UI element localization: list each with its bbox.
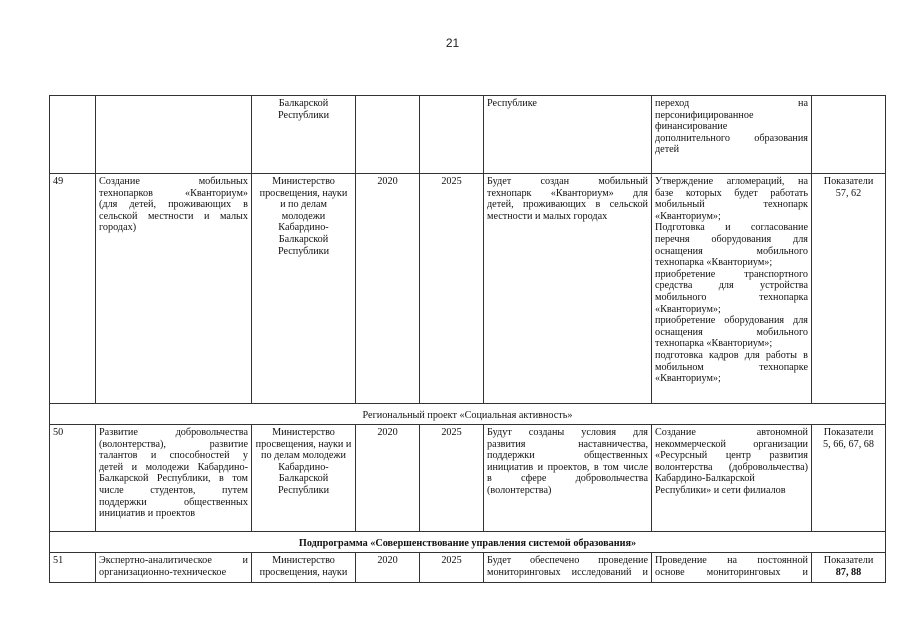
result-cell: Будет обеспечено проведение мониторинговых исследований и	[484, 553, 652, 583]
num-cell: 50	[50, 425, 96, 532]
start-year-cell: 2020	[356, 553, 420, 583]
end-year-cell: 2025	[420, 425, 484, 532]
start-year-cell: 2020	[356, 174, 420, 404]
program-table	[49, 95, 886, 583]
end-year-cell: 2025	[420, 174, 484, 404]
table-row	[50, 174, 886, 404]
indicators-cell: Показатели 57, 62	[812, 174, 886, 404]
event-cell: Развитие добровольчества (волонтерства), развитие талантов и способностей у детей и молодежи Кабардино- Балкарской Республики, в том числе студентов, путем поддержки общественных инициатив и проектов	[96, 425, 252, 532]
executor-cell: Министерство просвещения, науки и по делам молодежи Кабардино- Балкарской Республики	[252, 174, 356, 404]
indicators-cell: Показатели 87, 88	[812, 553, 886, 583]
num-cell: 49	[50, 174, 96, 404]
page-number: 21	[445, 36, 460, 50]
result-cell: Будет создан мобильный технопарк «Кванториум» для детей, проживающих в сельской местности и малых городах	[484, 174, 652, 404]
start-year-cell	[356, 96, 420, 174]
end-year-cell: 2025	[420, 553, 484, 583]
measures-cell: Создание автономной некоммерческой организации «Ресурсный центр развития волонтерства (добровольчества) Кабардино-Балкарской Республики» и сети филиалов	[652, 425, 812, 532]
section-title-subprogram: Подпрограмма «Совершенствование управления системой образования»	[50, 532, 886, 553]
section-row	[50, 532, 886, 553]
start-year-cell: 2020	[356, 425, 420, 532]
event-cell: Создание мобильных технопарков «Кванториум» (для детей, проживающих в сельской местности и малых городах)	[96, 174, 252, 404]
measures-cell: переход на персонифицированное финансирование дополнительного образования детей	[652, 96, 812, 174]
event-cell: Экспертно-аналитическое и организационно-техническое	[96, 553, 252, 583]
table-row	[50, 425, 886, 532]
indicators-cell	[812, 96, 886, 174]
indicators-cell: Показатели 5, 66, 67, 68	[812, 425, 886, 532]
table-row	[50, 96, 886, 174]
event-cell	[96, 96, 252, 174]
table-row	[50, 553, 886, 583]
result-cell: Будут созданы условия для развития наставничества, поддержки общественных инициатив и проектов, в том числе в сфере добровольчества (волонтерства)	[484, 425, 652, 532]
num-cell: 51	[50, 553, 96, 583]
executor-cell: Министерство просвещения, науки и по делам молодежи Кабардино- Балкарской Республики	[252, 425, 356, 532]
num-cell	[50, 96, 96, 174]
measures-cell: Проведение на постоянной основе мониторинговых и	[652, 553, 812, 583]
end-year-cell	[420, 96, 484, 174]
executor-cell: Министерство просвещения, науки	[252, 553, 356, 583]
measures-cell: Утверждение агломераций, на базе которых будет работать мобильный технопарк «Кванториум»; Подготовка и согласование перечня оборудования для оснащения мобильного технопарка «Кванториум»; приобретение транспортного средства для устройства мобильного технопарка «Кванториум»; приобретение оборудования для оснащения мобильного технопарка «Кванториум»; подготовка кадров для работы в мобильном технопарке «Кванториум»;	[652, 174, 812, 404]
section-row	[50, 404, 886, 425]
executor-cell: Балкарской Республики	[252, 96, 356, 174]
section-title-regional: Региональный проект «Социальная активность»	[50, 404, 886, 425]
result-cell: Республике	[484, 96, 652, 174]
